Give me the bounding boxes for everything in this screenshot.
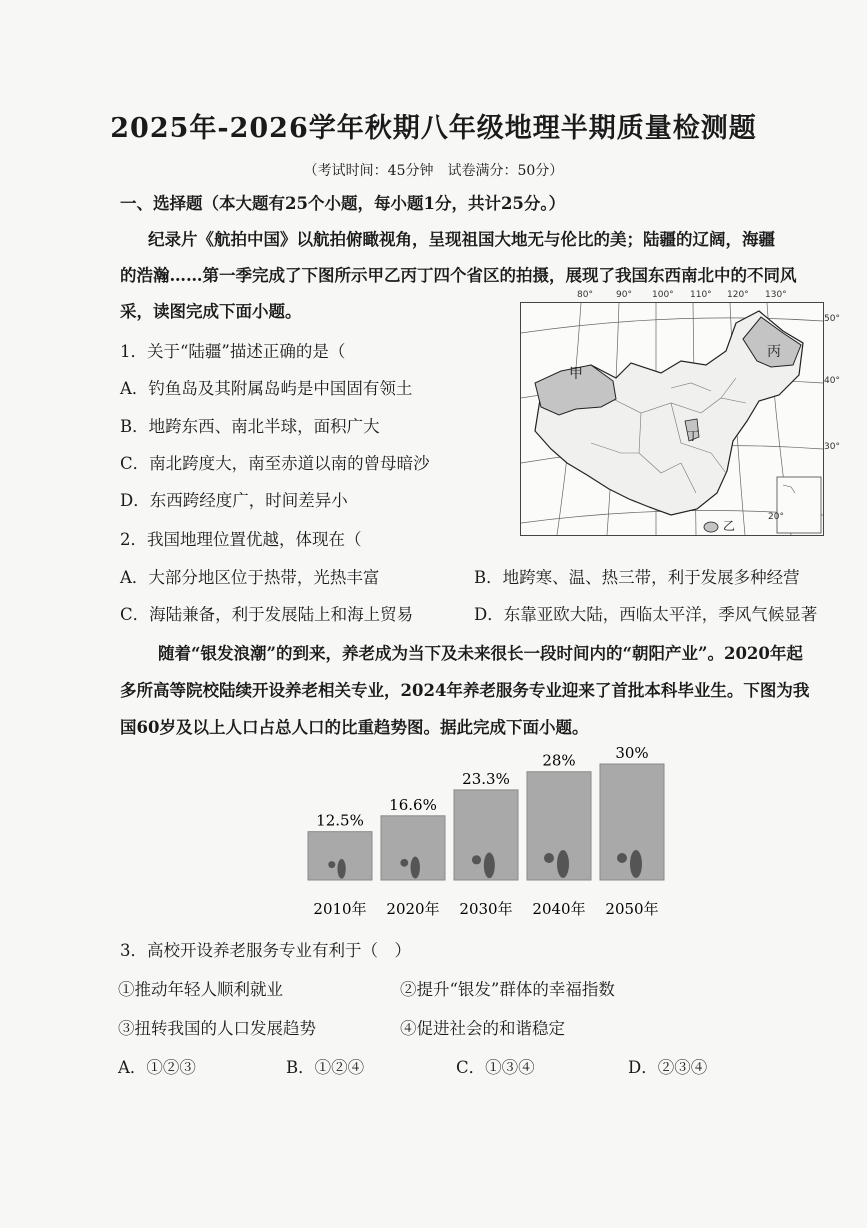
- lat-label-inset: 20°: [768, 512, 784, 522]
- lon-label: 90°: [616, 290, 632, 300]
- q3-statement-4: ④促进社会的和谐稳定: [400, 1019, 565, 1038]
- page-title: 2025年-2026学年秋期八年级地理半期质量检测题: [110, 113, 757, 144]
- value-label: 23.3%: [462, 769, 510, 788]
- china-map-svg: [521, 303, 823, 535]
- section-heading: 一、选择题（本大题有25个小题，每小题1分，共计25分。）: [120, 194, 566, 213]
- q1-stem: 1．关于“陆疆”描述正确的是（: [120, 342, 346, 361]
- q1-option-b[interactable]: B．地跨东西、南北半球，面积广大: [120, 417, 380, 436]
- lon-label: 130°: [765, 290, 787, 300]
- q3-option-a[interactable]: A．①②③: [118, 1058, 196, 1077]
- category-label: 2030年: [459, 900, 513, 918]
- chart-svg: [300, 740, 680, 930]
- lon-label: 80°: [577, 290, 593, 300]
- value-label: 30%: [615, 744, 649, 762]
- map-label-bing: 丙: [767, 344, 781, 360]
- region-yi: [704, 522, 718, 532]
- aging-population-chart: [300, 740, 680, 930]
- q1-option-d[interactable]: D．东西跨经度广，时间差异小: [120, 491, 348, 510]
- passage2-line3: 国60岁及以上人口占总人口的比重趋势图。据此完成下面小题。: [120, 718, 589, 737]
- category-label: 2010年: [313, 900, 367, 918]
- category-label: 2040年: [532, 900, 586, 918]
- lat-label: 50°: [824, 314, 840, 324]
- map-label-jia: 甲: [569, 366, 583, 382]
- lat-label: 30°: [824, 442, 840, 452]
- q3-statement-2: ②提升“银发”群体的幸福指数: [400, 980, 615, 999]
- q3-statement-1: ①推动年轻人顺利就业: [118, 980, 283, 999]
- passage2-line2: 多所高等院校陆续开设养老相关专业，2024年养老服务专业迎来了首批本科毕业生。下图为我: [120, 681, 810, 700]
- q3-statement-3: ③扭转我国的人口发展趋势: [118, 1019, 316, 1038]
- map-longitude-labels: [520, 290, 822, 302]
- lon-label: 110°: [690, 290, 712, 300]
- passage1-line1: 纪录片《航拍中国》以航拍俯瞰视角，呈现祖国大地无与伦比的美；陆疆的辽阔，海疆: [148, 230, 775, 249]
- q2-option-d[interactable]: D．东靠亚欧大陆，西临太平洋，季风气候显著: [474, 605, 818, 624]
- q2-option-c[interactable]: C．海陆兼备，利于发展陆上和海上贸易: [120, 605, 414, 624]
- lat-label: 40°: [824, 376, 840, 386]
- q1-option-c[interactable]: C．南北跨度大，南至赤道以南的曾母暗沙: [120, 454, 430, 473]
- map-label-ding: 丁: [687, 429, 700, 443]
- map-label-yi: 乙: [723, 519, 736, 533]
- q2-stem: 2．我国地理位置优越，体现在（: [120, 530, 362, 549]
- value-label: 16.6%: [389, 795, 437, 814]
- q2-option-b[interactable]: B．地跨寒、温、热三带，利于发展多种经营: [474, 568, 800, 587]
- q3-option-b[interactable]: B．①②④: [286, 1058, 365, 1077]
- q3-option-d[interactable]: D．②③④: [628, 1058, 708, 1077]
- passage2-line1: 随着“银发浪潮”的到来，养老成为当下及未来很长一段时间内的“朝阳产业”。2020年起: [158, 644, 803, 663]
- q2-option-a[interactable]: A．大部分地区位于热带，光热丰富: [120, 568, 380, 587]
- exam-info: （考试时间：45分钟 试卷满分：50分）: [303, 163, 564, 179]
- lon-label: 100°: [652, 290, 674, 300]
- passage1-line3: 采，读图完成下面小题。: [120, 302, 302, 321]
- category-label: 2050年: [605, 900, 659, 918]
- passage1-line2: 的浩瀚……第一季完成了下图所示甲乙丙丁四个省区的拍摄，展现了我国东西南北中的不同风: [120, 266, 797, 285]
- lon-label: 120°: [727, 290, 749, 300]
- q1-option-a[interactable]: A．钓鱼岛及其附属岛屿是中国固有领土: [120, 379, 413, 398]
- q3-option-c[interactable]: C．①③④: [456, 1058, 535, 1077]
- china-map: [520, 302, 824, 536]
- map-latitude-labels: [824, 310, 864, 510]
- q3-stem: 3．高校开设养老服务专业有利于（ ）: [120, 941, 411, 960]
- category-label: 2020年: [386, 900, 440, 918]
- value-label: 12.5%: [316, 811, 364, 830]
- value-label: 28%: [542, 751, 576, 770]
